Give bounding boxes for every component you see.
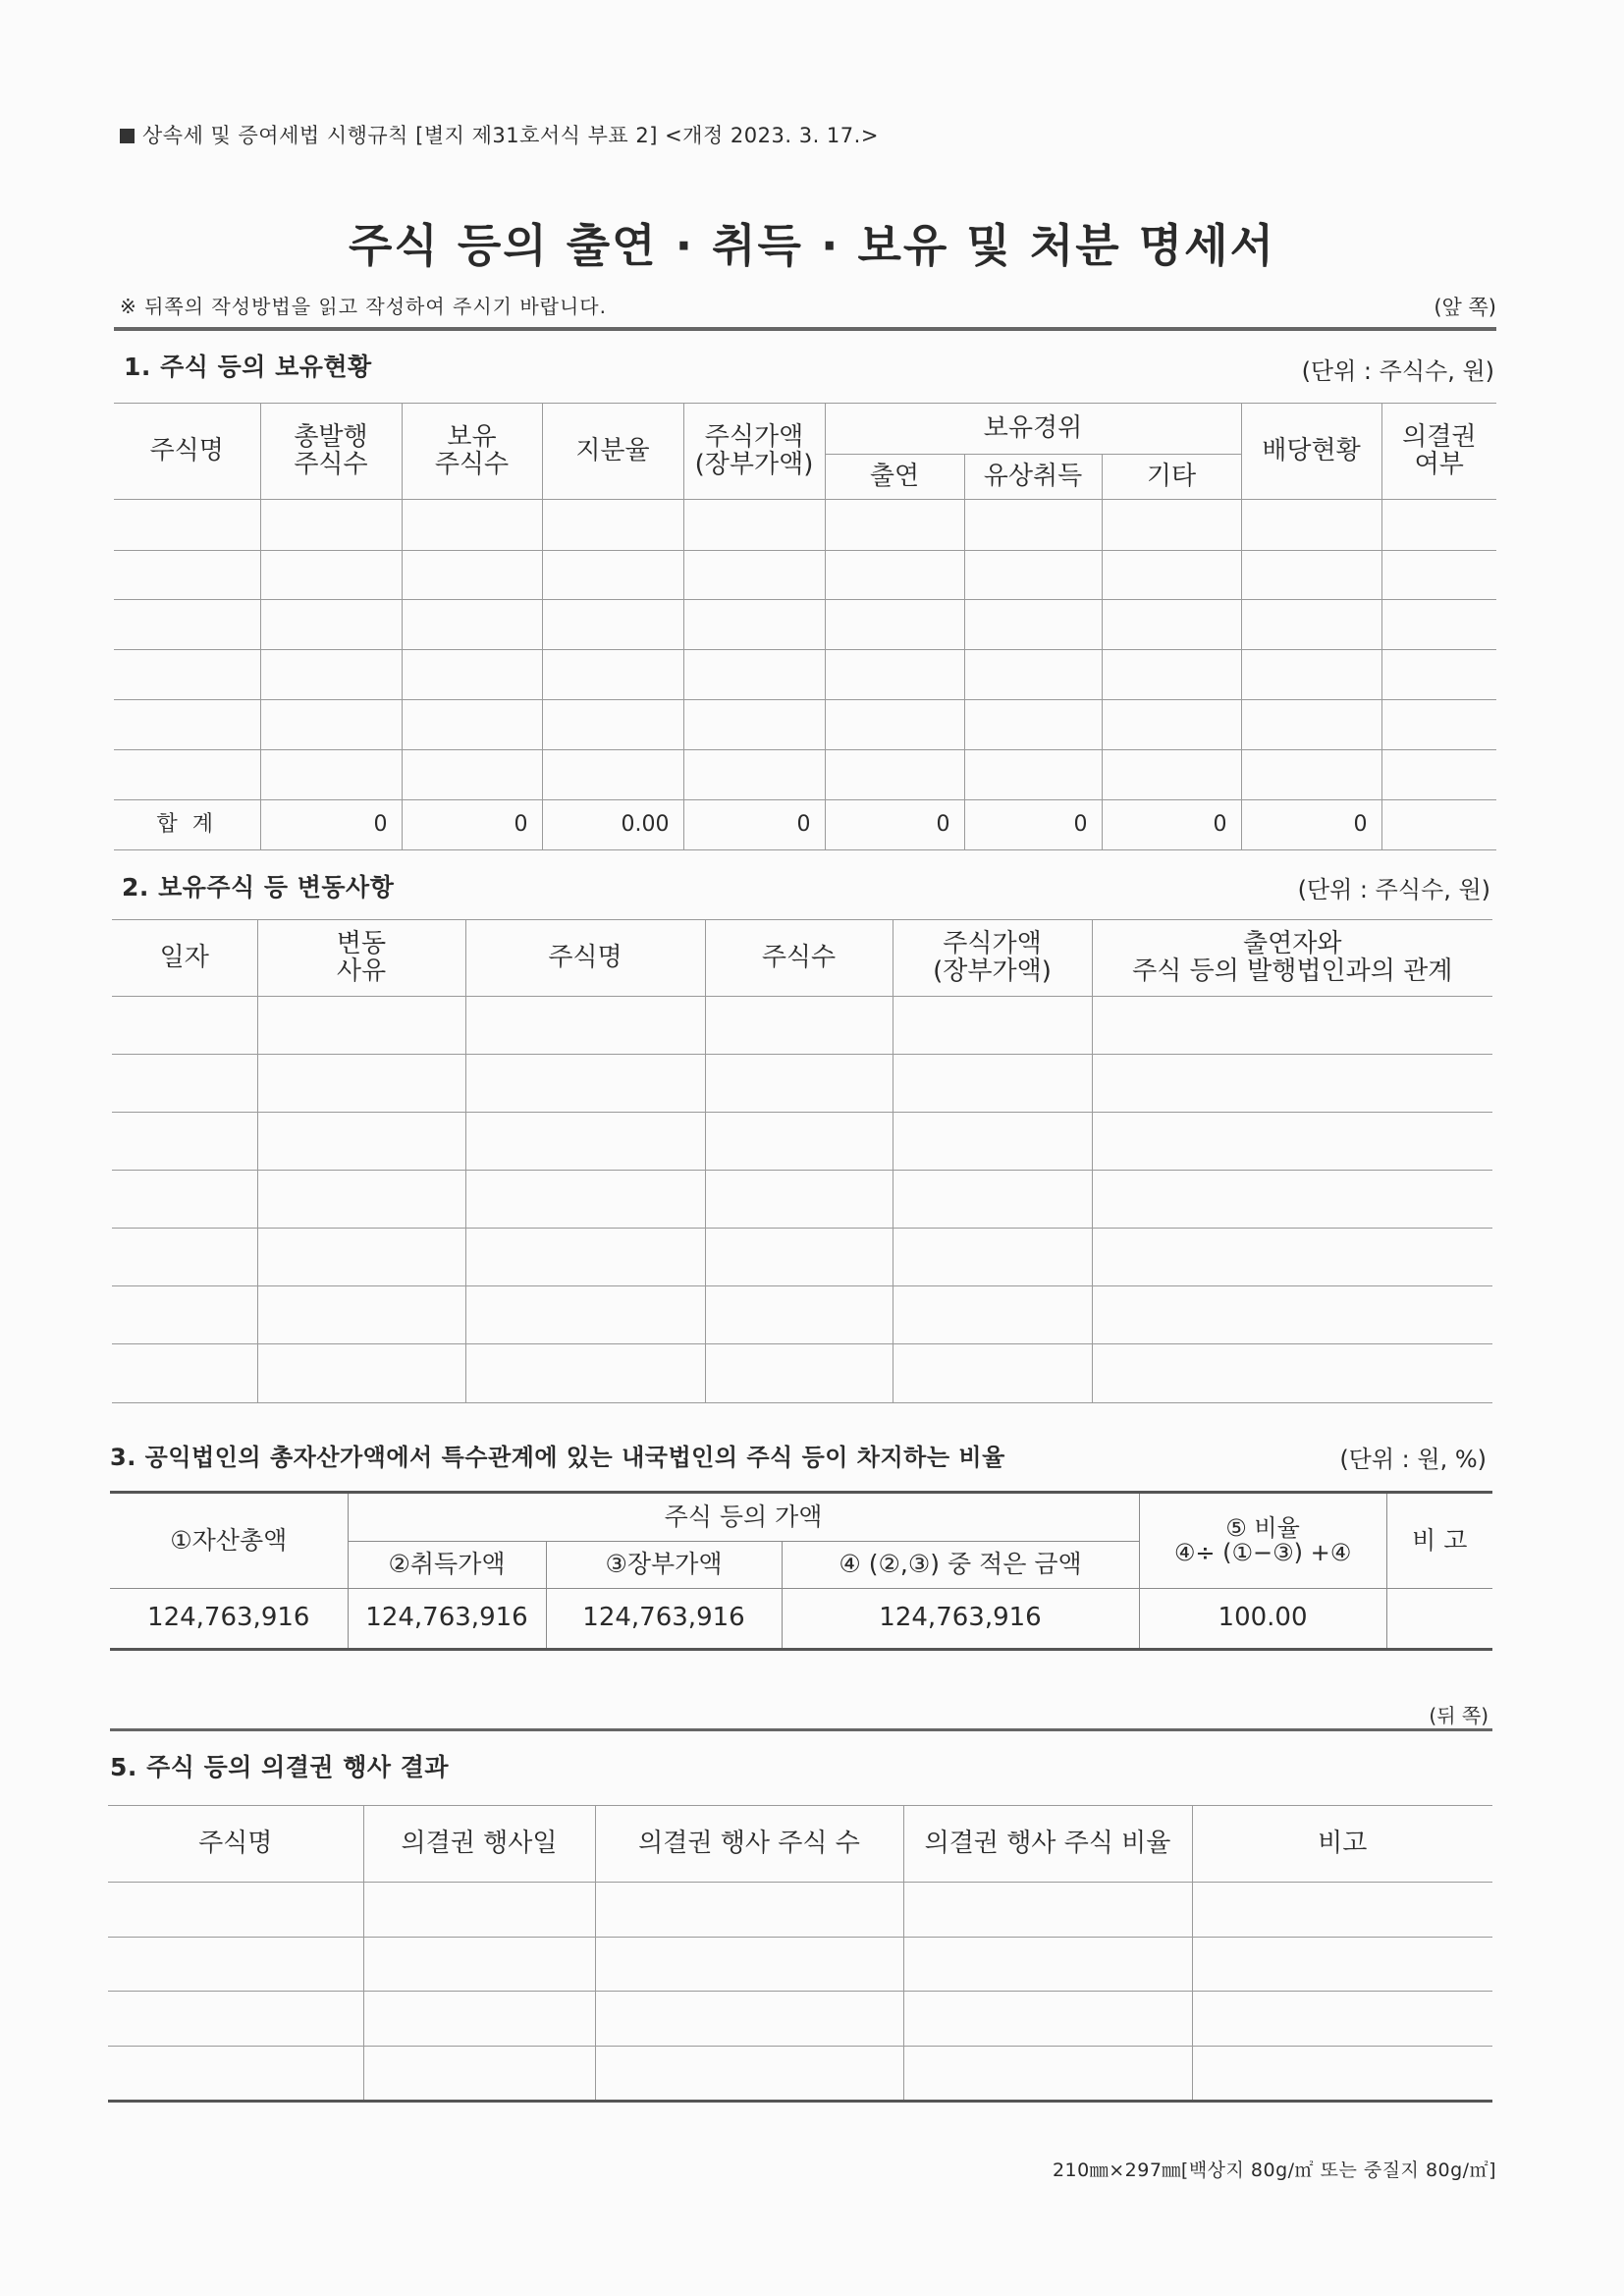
total-row [114,800,1496,850]
table-row [108,1992,1492,2047]
back-rule [110,1728,1492,1731]
holdings-table [114,403,1496,850]
section3-unit: (단위 : 원, %) [1339,1446,1487,1473]
total-dividend-value: 0 [1241,800,1381,850]
col-voting-right: 의결권 여부 [1381,404,1496,500]
col-stock-value: 주식가액 (장부가액) [683,404,825,500]
table-row [114,700,1496,750]
col-held-shares: 보유 주식수 [402,404,542,500]
col-acq-value: ②취득가액 [348,1542,546,1589]
section3-title: 3. 공익법인의 총자산가액에서 특수관계에 있는 내국법인의 주식 등이 차지하는 비율 [110,1444,1005,1471]
col-remark: 비고 [1192,1806,1492,1883]
total-ratio-value: 0.00 [542,800,683,850]
total-paid-acq-value: 0 [964,800,1102,850]
table-row [112,1344,1492,1403]
section5-title: 5. 주식 등의 의결권 행사 결과 [110,1753,450,1781]
col-stock-name: 주식명 [114,404,260,500]
legal-reference: 상속세 및 증여세법 시행규칙 [별지 제31호서식 부표 2] <개정 2023. 3. 17.> [120,120,879,149]
table-row [114,750,1496,800]
table-row [112,1055,1492,1113]
table-row [108,1883,1492,1938]
lesser-amount-value: 124,763,916 [782,1589,1139,1650]
table-row [112,997,1492,1055]
col-holding-route: 보유경위 [825,404,1241,455]
page-title: 주식 등의 출연 · 취득 · 보유 및 처분 명세서 [348,219,1276,272]
table-row [112,1113,1492,1171]
col-relation: 출연자와 주식 등의 발행법인과의 관계 [1092,920,1492,997]
section1-title: 1. 주식 등의 보유현황 [124,353,372,381]
col-share-ratio: 지분율 [542,404,683,500]
header-rule [114,327,1496,331]
col-lesser-amount: ④ (②,③) 중 적은 금액 [782,1542,1139,1589]
col-book-value: ③장부가액 [546,1542,782,1589]
col-remark: 비 고 [1386,1493,1492,1589]
table-row [114,650,1496,700]
table-row [108,1938,1492,1992]
remark-value [1386,1589,1492,1650]
col-vote-date: 의결권 행사일 [363,1806,595,1883]
instruction-note: ※ 뒤쪽의 작성방법을 읽고 작성하여 주시기 바랍니다. [120,295,607,318]
ratio-values-row [110,1589,1492,1650]
col-date: 일자 [112,920,257,997]
total-held-value: 0 [402,800,542,850]
col-stock-name: 주식명 [108,1806,363,1883]
paper-spec-footer: 210㎜×297㎜[백상지 80g/㎡ 또는 중질지 80g/㎡] [1052,2159,1496,2181]
col-stock-value: 주식가액 (장부가액) [893,920,1092,997]
total-issued-value: 0 [260,800,402,850]
total-assets-value: 124,763,916 [110,1589,348,1650]
book-value: 124,763,916 [546,1589,782,1650]
col-vote-ratio: 의결권 행사 주식 비율 [903,1806,1192,1883]
table-row [114,500,1496,551]
total-contribution-value: 0 [825,800,964,850]
col-ratio: ⑤ 비율 ④÷ (①−③) +④ [1139,1493,1386,1589]
section2-title: 2. 보유주식 등 변동사항 [122,873,395,902]
table-row [114,551,1496,600]
ratio-value: 100.00 [1139,1589,1386,1650]
col-contribution: 출연 [825,455,964,500]
table-row [112,1171,1492,1229]
table-row [108,2047,1492,2102]
col-paid-acquisition: 유상취득 [964,455,1102,500]
total-other-value: 0 [1102,800,1241,850]
page-side-back: (뒤 쪽) [1429,1704,1489,1727]
total-stock-value: 0 [683,800,825,850]
col-change-reason: 변동 사유 [257,920,465,997]
total-label: 합 계 [114,800,260,850]
page-side-front: (앞 쪽) [1434,296,1496,319]
table-row [112,1229,1492,1286]
col-other: 기타 [1102,455,1241,500]
col-stock-name: 주식명 [465,920,705,997]
changes-table [112,919,1492,1403]
acq-value: 124,763,916 [348,1589,546,1650]
voting-table [108,1805,1492,2103]
section1-unit: (단위 : 주식수, 원) [1301,357,1494,385]
col-dividend: 배당현황 [1241,404,1381,500]
col-total-assets: ①자산총액 [110,1493,348,1589]
col-total-issued: 총발행 주식수 [260,404,402,500]
col-stock-value-group: 주식 등의 가액 [348,1493,1139,1542]
square-bullet-icon [120,129,135,143]
col-shares: 주식수 [705,920,893,997]
table-row [112,1286,1492,1344]
col-vote-shares: 의결권 행사 주식 수 [595,1806,903,1883]
table-row [114,600,1496,650]
section2-unit: (단위 : 주식수, 원) [1297,876,1490,903]
ratio-table [110,1491,1492,1651]
